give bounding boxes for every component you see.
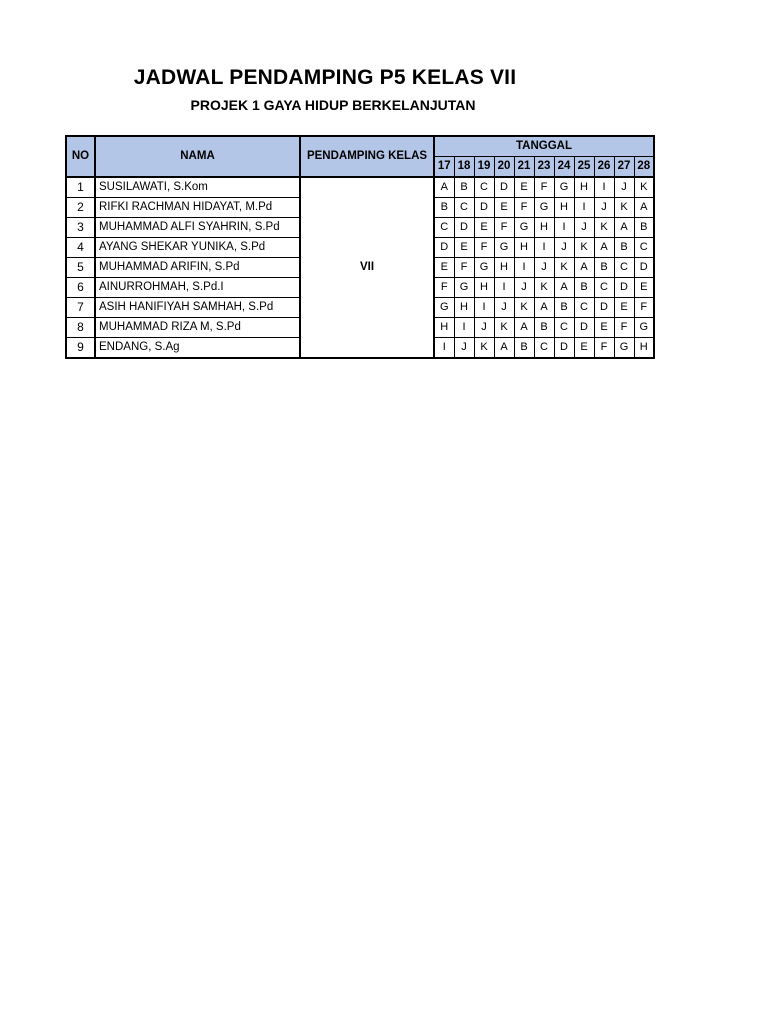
schedule-code-cell: C (534, 338, 554, 359)
schedule-code-cell: I (594, 177, 614, 198)
schedule-code-cell: G (434, 298, 454, 318)
header-no: NO (66, 136, 95, 177)
schedule-code-cell: B (634, 218, 654, 238)
schedule-code-cell: D (554, 338, 574, 359)
schedule-code-cell: D (434, 238, 454, 258)
schedule-code-cell: I (554, 218, 574, 238)
schedule-code-cell: C (574, 298, 594, 318)
schedule-code-cell: E (514, 177, 534, 198)
schedule-code-cell: H (434, 318, 454, 338)
schedule-code-cell: F (514, 198, 534, 218)
teacher-name: ASIH HANIFIYAH SAMHAH, S.Pd (95, 298, 300, 318)
schedule-code-cell: J (454, 338, 474, 359)
schedule-code-cell: J (514, 278, 534, 298)
schedule-code-cell: B (614, 238, 634, 258)
schedule-code-cell: C (474, 177, 494, 198)
date-header-cell: 27 (614, 157, 634, 178)
teacher-name: MUHAMMAD RIZA M, S.Pd (95, 318, 300, 338)
schedule-code-cell: I (534, 238, 554, 258)
schedule-code-cell: J (554, 238, 574, 258)
teacher-name: SUSILAWATI, S.Kom (95, 177, 300, 198)
schedule-code-cell: K (614, 198, 634, 218)
schedule-code-cell: A (574, 258, 594, 278)
schedule-code-cell: J (574, 218, 594, 238)
teacher-name: ENDANG, S.Ag (95, 338, 300, 359)
teacher-name: MUHAMMAD ALFI SYAHRIN, S.Pd (95, 218, 300, 238)
date-header-cell: 24 (554, 157, 574, 178)
schedule-code-cell: E (634, 278, 654, 298)
schedule-code-cell: B (554, 298, 574, 318)
schedule-code-cell: J (494, 298, 514, 318)
teacher-name: MUHAMMAD ARIFIN, S.Pd (95, 258, 300, 278)
schedule-code-cell: A (634, 198, 654, 218)
schedule-code-cell: G (554, 177, 574, 198)
schedule-code-cell: B (434, 198, 454, 218)
table-row (66, 177, 654, 198)
schedule-code-cell: A (614, 218, 634, 238)
schedule-code-cell: D (454, 218, 474, 238)
schedule-code-cell: F (454, 258, 474, 278)
schedule-code-cell: C (634, 238, 654, 258)
schedule-code-cell: D (634, 258, 654, 278)
schedule-code-cell: F (634, 298, 654, 318)
schedule-code-cell: E (614, 298, 634, 318)
date-header-cell: 19 (474, 157, 494, 178)
row-number: 4 (66, 238, 95, 258)
date-header-cell: 20 (494, 157, 514, 178)
schedule-code-cell: H (454, 298, 474, 318)
schedule-code-cell: A (434, 177, 454, 198)
schedule-code-cell: K (534, 278, 554, 298)
row-number: 6 (66, 278, 95, 298)
schedule-code-cell: F (494, 218, 514, 238)
date-header-cell: 26 (594, 157, 614, 178)
schedule-code-cell: K (554, 258, 574, 278)
schedule-code-cell: G (634, 318, 654, 338)
schedule-code-cell: F (434, 278, 454, 298)
schedule-code-cell: E (574, 338, 594, 359)
schedule-code-cell: D (574, 318, 594, 338)
schedule-code-cell: I (514, 258, 534, 278)
schedule-code-cell: B (454, 177, 474, 198)
table-body (66, 177, 654, 358)
date-header-cell: 25 (574, 157, 594, 178)
schedule-code-cell: G (454, 278, 474, 298)
schedule-code-cell: H (494, 258, 514, 278)
row-number: 3 (66, 218, 95, 238)
schedule-code-cell: C (594, 278, 614, 298)
schedule-code-cell: K (474, 338, 494, 359)
row-number: 1 (66, 177, 95, 198)
row-number: 2 (66, 198, 95, 218)
schedule-code-cell: D (494, 177, 514, 198)
schedule-code-cell: G (534, 198, 554, 218)
schedule-code-cell: K (594, 218, 614, 238)
schedule-code-cell: J (594, 198, 614, 218)
schedule-code-cell: F (614, 318, 634, 338)
schedule-code-cell: B (594, 258, 614, 278)
schedule-code-cell: E (594, 318, 614, 338)
schedule-code-cell: H (634, 338, 654, 359)
schedule-code-cell: G (614, 338, 634, 359)
schedule-code-cell: K (574, 238, 594, 258)
schedule-code-cell: J (614, 177, 634, 198)
teacher-name: RIFKI RACHMAN HIDAYAT, M.Pd (95, 198, 300, 218)
schedule-code-cell: K (514, 298, 534, 318)
schedule-code-cell: H (554, 198, 574, 218)
row-number: 9 (66, 338, 95, 359)
schedule-code-cell: K (634, 177, 654, 198)
schedule-code-cell: G (474, 258, 494, 278)
schedule-code-cell: E (494, 198, 514, 218)
schedule-code-cell: A (554, 278, 574, 298)
date-header-cell: 18 (454, 157, 474, 178)
schedule-code-cell: A (514, 318, 534, 338)
document-subtitle: PROJEK 1 GAYA HIDUP BERKELANJUTAN (190, 97, 476, 113)
schedule-code-cell: E (454, 238, 474, 258)
row-number: 8 (66, 318, 95, 338)
schedule-code-cell: G (494, 238, 514, 258)
schedule-code-cell: H (514, 238, 534, 258)
schedule-code-cell: J (474, 318, 494, 338)
schedule-code-cell: C (554, 318, 574, 338)
schedule-code-cell: D (594, 298, 614, 318)
schedule-code-cell: D (474, 198, 494, 218)
schedule-code-cell: K (494, 318, 514, 338)
schedule-code-cell: I (474, 298, 494, 318)
schedule-code-cell: J (534, 258, 554, 278)
date-header-cell: 17 (434, 157, 454, 178)
table-header (66, 136, 654, 177)
header-nama: NAMA (95, 136, 300, 177)
header-tanggal: TANGGAL (434, 136, 654, 157)
schedule-code-cell: E (434, 258, 454, 278)
schedule-code-cell: I (574, 198, 594, 218)
row-number: 7 (66, 298, 95, 318)
pendamping-kelas-cell: VII (300, 177, 434, 358)
schedule-code-cell: F (594, 338, 614, 359)
schedule-code-cell: B (534, 318, 554, 338)
schedule-code-cell: I (454, 318, 474, 338)
schedule-code-cell: C (614, 258, 634, 278)
schedule-code-cell: H (534, 218, 554, 238)
date-header-cell: 23 (534, 157, 554, 178)
schedule-code-cell: A (494, 338, 514, 359)
schedule-code-cell: H (574, 177, 594, 198)
schedule-code-cell: H (474, 278, 494, 298)
schedule-table (65, 135, 655, 359)
schedule-code-cell: B (514, 338, 534, 359)
schedule-code-cell: I (434, 338, 454, 359)
teacher-name: AINURROHMAH, S.Pd.I (95, 278, 300, 298)
schedule-code-cell: F (474, 238, 494, 258)
date-header-cell: 28 (634, 157, 654, 178)
schedule-code-cell: C (454, 198, 474, 218)
schedule-code-cell: C (434, 218, 454, 238)
document-title: JADWAL PENDAMPING P5 KELAS VII (133, 66, 517, 89)
schedule-code-cell: A (534, 298, 554, 318)
schedule-code-cell: F (534, 177, 554, 198)
schedule-code-cell: G (514, 218, 534, 238)
schedule-code-cell: I (494, 278, 514, 298)
schedule-code-cell: D (614, 278, 634, 298)
header-pendamping-kelas: PENDAMPING KELAS (300, 136, 434, 177)
date-header-cell: 21 (514, 157, 534, 178)
schedule-code-cell: E (474, 218, 494, 238)
row-number: 5 (66, 258, 95, 278)
schedule-code-cell: B (574, 278, 594, 298)
teacher-name: AYANG SHEKAR YUNIKA, S.Pd (95, 238, 300, 258)
schedule-code-cell: A (594, 238, 614, 258)
